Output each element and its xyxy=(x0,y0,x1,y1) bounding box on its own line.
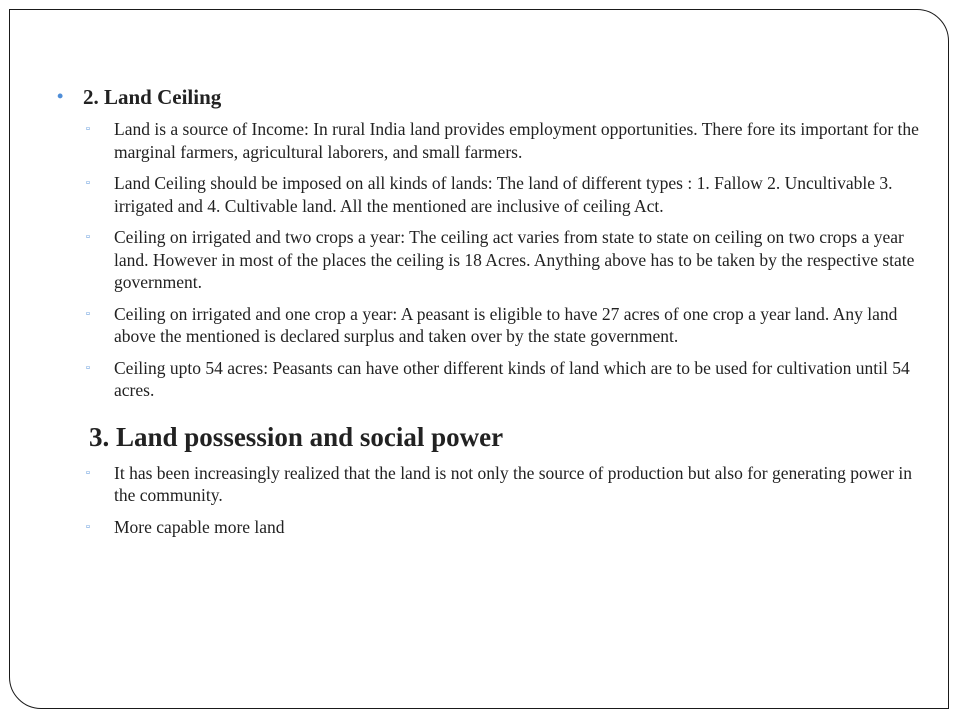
square-bullet-icon: ▫ xyxy=(86,123,90,135)
list-item xyxy=(57,172,937,217)
list-item xyxy=(57,462,937,507)
square-bullet-icon: ▫ xyxy=(86,520,90,533)
list-item xyxy=(57,226,937,294)
list-item-text: Ceiling on irrigated and one crop a year: A peasant is eligible to have 27 acres of one crop a year land. Any land above the mentioned is declared surplus and taken over by the state government. xyxy=(114,303,898,346)
square-bullet-icon: ▫ xyxy=(86,466,90,479)
list-item xyxy=(57,118,937,163)
square-bullet-icon: ▫ xyxy=(86,231,90,243)
section-heading-text: 2. Land Ceiling xyxy=(83,85,222,109)
list-item xyxy=(57,516,937,539)
slide-frame xyxy=(9,9,949,709)
list-item xyxy=(57,357,937,402)
bullet-icon: • xyxy=(57,86,64,106)
square-bullet-icon: ▫ xyxy=(86,361,90,374)
section-heading-land-possession: 3. Land possession and social power xyxy=(89,421,504,452)
square-bullet-icon: ▫ xyxy=(86,307,90,320)
list-item xyxy=(57,303,937,348)
slide-content xyxy=(57,83,937,547)
list-item-text: Land is a source of Income: In rural India land provides employment opportunities. There fore its important for the marginal farmers, agricultural laborers, and small farmers. xyxy=(114,119,919,162)
land-ceiling-list xyxy=(57,118,937,402)
square-bullet-icon: ▫ xyxy=(86,177,90,189)
list-item-text: More capable more land xyxy=(114,516,285,537)
list-item-text: It has been increasingly realized that the land is not only the source of production but also for generating power in the community. xyxy=(114,462,912,505)
land-possession-list xyxy=(57,462,937,539)
list-item-text: Ceiling upto 54 acres: Peasants can have other different kinds of land which are to be used for cultivation until 54 acres. xyxy=(114,357,910,400)
list-item-text: Land Ceiling should be imposed on all kinds of lands: The land of different types : 1. Fallow 2. Uncultivable 3. irrigated and 4. Cultivable land. All the mentioned are inclusive of ceiling Act. xyxy=(114,173,893,216)
list-item-text: Ceiling on irrigated and two crops a year: The ceiling act varies from state to state on ceiling on two crops a year land. However in most of the places the ceiling is 18 Acres. Anything above has to be taken by the respective state government. xyxy=(114,227,915,292)
section-heading-land-ceiling xyxy=(57,83,937,112)
